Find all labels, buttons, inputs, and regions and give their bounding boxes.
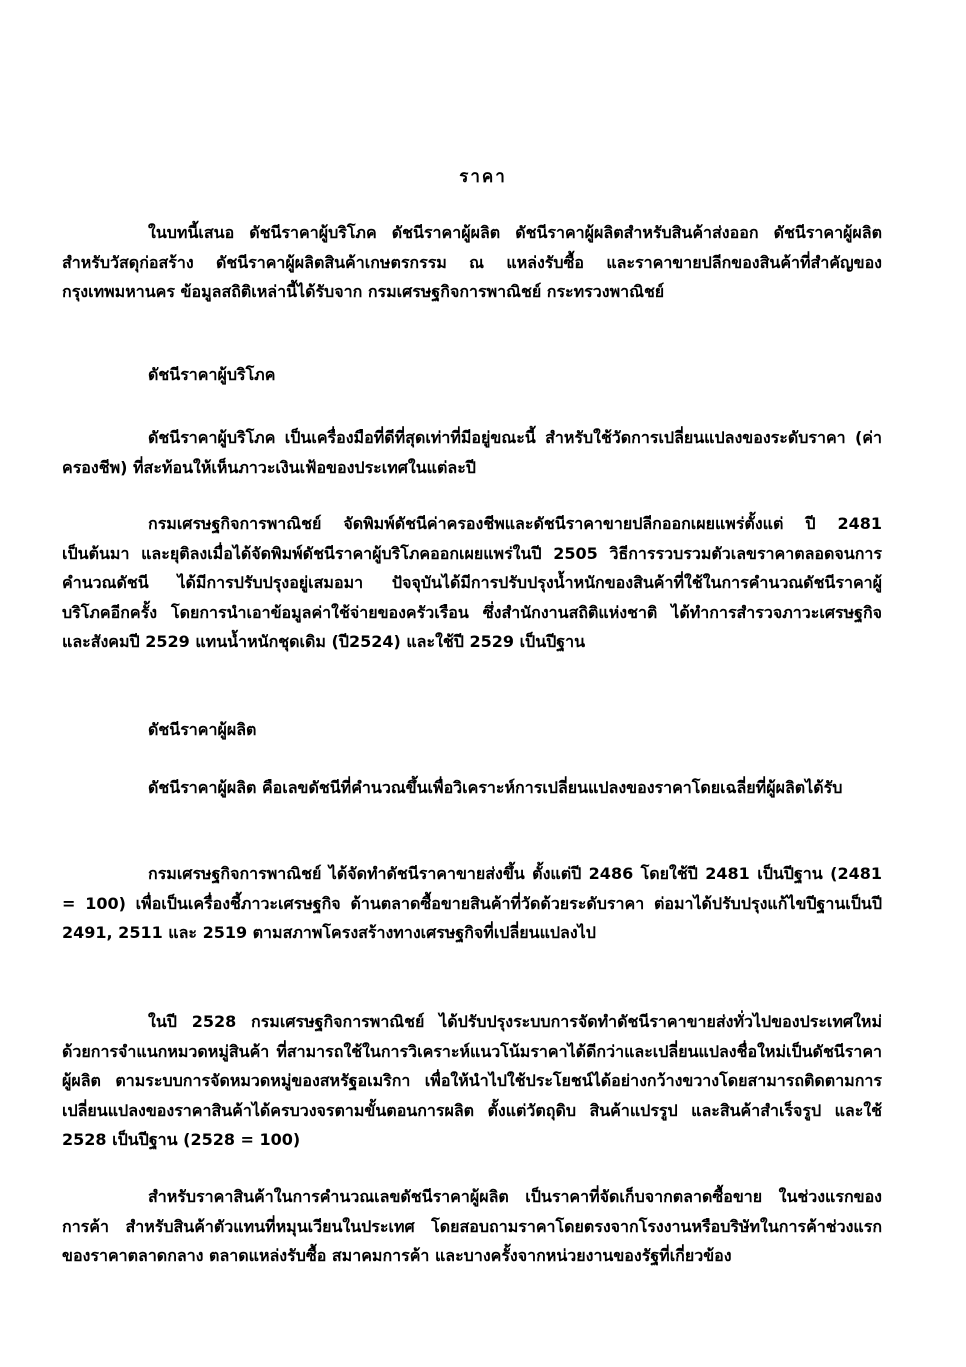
section-heading-ppi: ดัชนีราคาผู้ผลิต [148,720,257,739]
cpi-paragraph-1: ดัชนีราคาผู้บริโภค เป็นเครื่องมือที่ดีที่สุดเท่าที่มีอยู่ขณะนี้ สำหรับใช้วัดการเปลี่ยนแปลงของระดับราคา (ค่าครองชีพ) ที่สะท้อนให้เห็นภาวะเงินเฟ้อของประเทศในแต่ละปี [62,428,882,477]
page-title: ราคา [459,167,507,187]
ppi-paragraph-1: ดัชนีราคาผู้ผลิต คือเลขดัชนีที่คำนวณขึ้นเพื่อวิเคราะห์การเปลี่ยนแปลงของราคาโดยเฉลี่ยที่ผู้ผลิตได้รับ [148,778,843,797]
section-heading-cpi: ดัชนีราคาผู้บริโภค [148,365,276,384]
intro-paragraph: ในบทนี้เสนอ ดัชนีราคาผู้บริโภค ดัชนีราคาผู้ผลิต ดัชนีราคาผู้ผลิตสำหรับสินค้าส่งออก ดัชนีราคาผู้ผลิตสำหรับวัสดุก่อสร้าง ดัชนีราคาผู้ผลิตสินค้าเกษตรกรรม ณ แหล่งรับซื้อ และราคาขายปลีกของสินค้าที่สำคัญของกรุงเทพมหานคร ข้อมูลสถิติเหล่านี้ได้รับจาก กรมเศรษฐกิจการพาณิชย์ กระทรวงพาณิชย์ [62,223,882,301]
cpi-paragraph-2: กรมเศรษฐกิจการพาณิชย์ จัดพิมพ์ดัชนีค่าครองชีพและดัชนีราคาขายปลีกออกเผยแพร่ตั้งแต่ ปี 2481 เป็นต้นมา และยุติลงเมื่อได้จัดพิมพ์ดัชนีราคาผู้บริโภคออกเผยแพร่ในปี 2505 วิธีการรวบรวมตัวเลขราคาตลอดจนการคำนวณดัชนี ได้มีการปรับปรุงอยู่เสมอมา ปัจจุบันได้มีการปรับปรุงน้ำหนักของสินค้าที่ใช้ในการคำนวณดัชนีราคาผู้บริโภคอีกครั้ง โดยการนำเอาข้อมูลค่าใช้จ่ายของครัวเรือน ซึ่งสำนักงานสถิติแห่งชาติ ได้ทำการสำรวจภาวะเศรษฐกิจและสังคมปี 2529 แทนน้ำหนักชุดเดิม (ปี2524) และใช้ปี 2529 เป็นปีฐาน [62,514,882,651]
ppi-paragraph-4: สำหรับราคาสินค้าในการคำนวณเลขดัชนีราคาผู้ผลิต เป็นราคาที่จัดเก็บจากตลาดซื้อขาย ในช่วงแรกของการค้า สำหรับสินค้าตัวแทนที่หมุนเวียนในประเทศ โดยสอบถามราคาโดยตรงจากโรงงานหรือบริษัทในการค้าช่วงแรกของราคาตลาดกลาง ตลาดแหล่งรับซื้อ สมาคมการค้า และบางครั้งจากหน่วยงานของรัฐที่เกี่ยวข้อง [62,1187,882,1265]
ppi-paragraph-2: กรมเศรษฐกิจการพาณิชย์ ได้จัดทำดัชนีราคาขายส่งขึ้น ตั้งแต่ปี 2486 โดยใช้ปี 2481 เป็นปีฐาน (2481 = 100) เพื่อเป็นเครื่องชี้ภาวะเศรษฐกิจ ด้านตลาดซื้อขายสินค้าที่วัดด้วยระดับราคา ต่อมาได้ปรับปรุงแก้ไขปีฐานเป็นปี 2491, 2511 และ 2519 ตามสภาพโครงสร้างทางเศรษฐกิจที่เปลี่ยนแปลงไป [62,864,882,942]
ppi-paragraph-3: ในปี 2528 กรมเศรษฐกิจการพาณิชย์ ได้ปรับปรุงระบบการจัดทำดัชนีราคาขายส่งทั่วไปของประเทศใหม่ ด้วยการจำแนกหมวดหมู่สินค้า ที่สามารถใช้ในการวิเคราะห์แนวโน้มราคาได้ดีกว่าและเปลี่ยนแปลงชื่อใหม่เป็นดัชนีราคาผู้ผลิต ตามระบบการจัดหมวดหมู่ของสหรัฐอเมริกา เพื่อให้นำไปใช้ประโยชน์ได้อย่างกว้างขวางโดยสามารถติดตามการเปลี่ยนแปลงของราคาสินค้าได้ครบวงจรตามขั้นตอนการผลิต ตั้งแต่วัตถุดิบ สินค้าแปรรูป และสินค้าสำเร็จรูป และใช้ 2528 เป็นปีฐาน (2528 = 100) [62,1012,882,1149]
